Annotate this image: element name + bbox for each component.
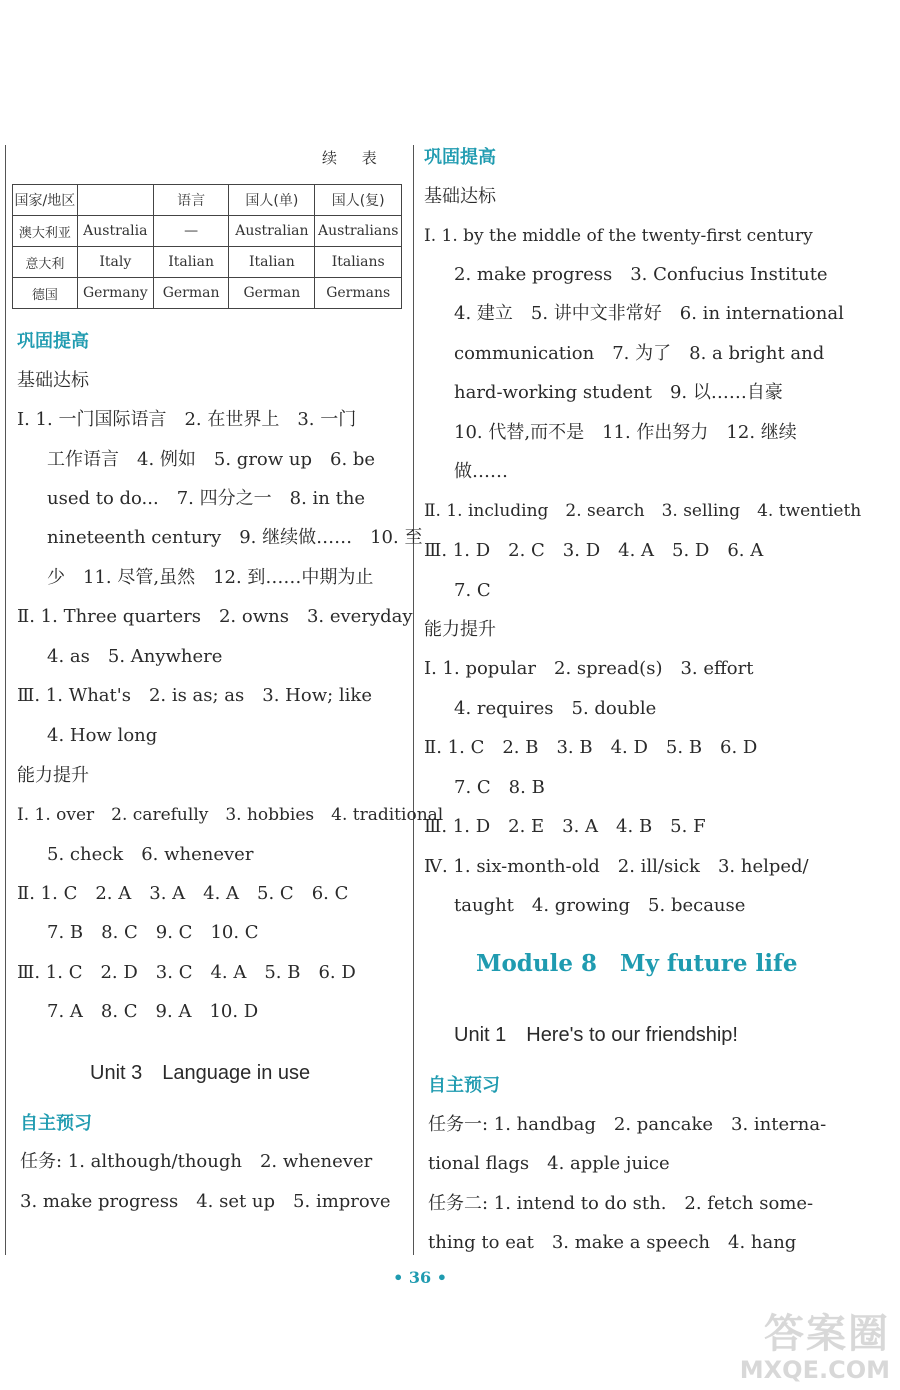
center-column-rule bbox=[413, 145, 414, 1255]
table-row bbox=[13, 247, 402, 278]
table-cell: German bbox=[229, 278, 315, 309]
answer-line: tional flags 4. apple juice bbox=[428, 1153, 670, 1174]
module-heading: Module 8 My future life bbox=[476, 950, 798, 977]
answer-line: 工作语言 4. 例如 5. grow up 6. be bbox=[47, 449, 376, 470]
page-number: • 36 • bbox=[393, 1268, 447, 1287]
answer-line: hard-working student 9. 以……自豪 bbox=[454, 382, 783, 403]
countries-table bbox=[12, 184, 402, 309]
answer-line: used to do... 7. 四分之一 8. in the bbox=[47, 488, 366, 509]
subsection-heading: 能力提升 bbox=[424, 619, 496, 640]
answer-line: 2. make progress 3. Confucius Institute bbox=[454, 264, 828, 285]
table-header-cell: 国人(单) bbox=[229, 185, 315, 216]
watermark-url: MXQE.COM bbox=[739, 1356, 890, 1384]
table-cell: Italy bbox=[77, 247, 153, 278]
answer-line: Ⅰ. 1. popular 2. spread(s) 3. effort bbox=[424, 658, 754, 679]
answer-line: Ⅱ. 1. C 2. A 3. A 4. A 5. C 6. C bbox=[17, 883, 349, 904]
answer-line: Ⅲ. 1. What's 2. is as; as 3. How; like bbox=[17, 685, 372, 706]
answer-line: Ⅳ. 1. six-month-old 2. ill/sick 3. helped/ bbox=[424, 856, 809, 877]
subsection-heading: 基础达标 bbox=[17, 370, 89, 391]
section-heading: 自主预习 bbox=[20, 1113, 92, 1134]
table-cell: 澳大利亚 bbox=[13, 216, 78, 247]
answer-line: Ⅰ. 1. by the middle of the twenty-first century bbox=[424, 226, 813, 246]
watermark-logo-text: 答案圈 bbox=[764, 1311, 890, 1357]
table-cell: Italian bbox=[153, 247, 229, 278]
answer-line: Ⅲ. 1. D 2. E 3. A 4. B 5. F bbox=[424, 816, 706, 837]
table-cell: — bbox=[153, 216, 229, 247]
answer-line: 7. A 8. C 9. A 10. D bbox=[47, 1001, 259, 1022]
section-heading: 自主预习 bbox=[428, 1075, 500, 1096]
answer-line: Ⅲ. 1. D 2. C 3. D 4. A 5. D 6. A bbox=[424, 540, 764, 561]
answer-line: 5. check 6. whenever bbox=[47, 844, 254, 865]
table-header-cell: 语言 bbox=[153, 185, 229, 216]
answer-line: 做…… bbox=[454, 461, 508, 482]
table-header-row bbox=[13, 185, 402, 216]
table-header-cell: 国人(复) bbox=[315, 185, 402, 216]
table-cell: Australia bbox=[77, 216, 153, 247]
table-cell: Australians bbox=[315, 216, 402, 247]
table-row bbox=[13, 216, 402, 247]
answer-line: Ⅰ. 1. 一门国际语言 2. 在世界上 3. 一门 bbox=[17, 409, 357, 430]
answer-line: 少 11. 尽管,虽然 12. 到……中期为止 bbox=[47, 567, 374, 588]
subsection-heading: 基础达标 bbox=[424, 186, 496, 207]
answer-line: 7. C 8. B bbox=[454, 777, 545, 798]
left-column-rule bbox=[5, 145, 6, 1255]
answer-line: 7. C bbox=[454, 580, 491, 601]
section-heading: 巩固提高 bbox=[17, 331, 89, 352]
table-cell: Germany bbox=[77, 278, 153, 309]
section-heading: 巩固提高 bbox=[424, 147, 496, 168]
answer-line: nineteenth century 9. 继续做…… 10. 至 bbox=[47, 527, 423, 548]
table-cell: German bbox=[153, 278, 229, 309]
answer-line: 4. as 5. Anywhere bbox=[47, 646, 223, 667]
subsection-heading: 能力提升 bbox=[17, 765, 89, 786]
table-cell: 德国 bbox=[13, 278, 78, 309]
answer-line: 10. 代替,而不是 11. 作出努力 12. 继续 bbox=[454, 422, 797, 443]
table-cell: 意大利 bbox=[13, 247, 78, 278]
answer-line: 3. make progress 4. set up 5. improve bbox=[20, 1191, 391, 1212]
answer-line: Ⅱ. 1. C 2. B 3. B 4. D 5. B 6. D bbox=[424, 737, 758, 758]
answer-line: communication 7. 为了 8. a bright and bbox=[454, 343, 825, 364]
table-cell: Italian bbox=[229, 247, 315, 278]
answer-line: 任务一: 1. handbag 2. pancake 3. interna- bbox=[428, 1114, 827, 1135]
table-header-cell bbox=[77, 185, 153, 216]
table-row bbox=[13, 278, 402, 309]
answer-line: thing to eat 3. make a speech 4. hang bbox=[428, 1232, 797, 1253]
answer-line: 4. How long bbox=[47, 725, 158, 746]
table-caption: 续 表 bbox=[322, 149, 387, 167]
answer-line: 任务: 1. although/though 2. whenever bbox=[20, 1151, 373, 1172]
answer-line: Ⅰ. 1. over 2. carefully 3. hobbies 4. traditional bbox=[17, 805, 444, 825]
table-cell: Italians bbox=[315, 247, 402, 278]
answer-line: 4. 建立 5. 讲中文非常好 6. in international bbox=[454, 303, 844, 324]
answer-line: Ⅱ. 1. Three quarters 2. owns 3. everyday bbox=[17, 606, 413, 627]
table-cell: Australian bbox=[229, 216, 315, 247]
unit-heading: Unit 1 Here's to our friendship! bbox=[454, 1024, 738, 1046]
answer-line: Ⅱ. 1. including 2. search 3. selling 4. twentieth bbox=[424, 501, 862, 521]
answer-line: taught 4. growing 5. because bbox=[454, 895, 746, 916]
unit-heading: Unit 3 Language in use bbox=[90, 1062, 311, 1084]
answer-line: 任务二: 1. intend to do sth. 2. fetch some- bbox=[428, 1193, 814, 1214]
answer-line: 4. requires 5. double bbox=[454, 698, 657, 719]
table-cell: Germans bbox=[315, 278, 402, 309]
table-header-cell: 国家/地区 bbox=[13, 185, 78, 216]
watermark bbox=[740, 1312, 890, 1384]
answer-line: Ⅲ. 1. C 2. D 3. C 4. A 5. B 6. D bbox=[17, 962, 356, 983]
answer-line: 7. B 8. C 9. C 10. C bbox=[47, 922, 259, 943]
